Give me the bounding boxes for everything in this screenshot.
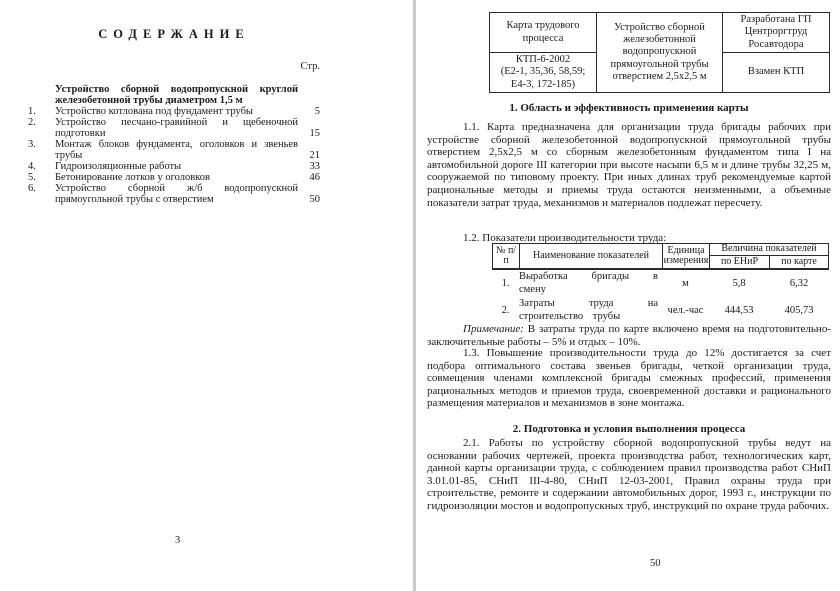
card-header-table <box>489 12 830 93</box>
page-column-label: Стр. <box>300 61 320 72</box>
toc-item-page: 15 <box>309 128 320 139</box>
row-by-enir: 444,53 <box>724 304 754 316</box>
row-unit: чел.-час <box>667 304 704 316</box>
paragraph-1-1: 1.1. Карта предназначена для организации труда бригады рабочих при устройстве сборной железобетонной водопропускной прямоугольной трубы отверстием 2,5х2,5 м со сборным железобетонным фундаментом типа I на автомобильной дороге III категории при высоте насыпи 6,5 м и длине трубы 32,25 м, сооружаемой по типовому проекту. При иных длинах труб рекомендуемые картой рациональные методы и приемы труда остаются неизменными, а объемные показатели затрат труда, механизмов и материалов подлежат пересчету. <box>427 121 831 209</box>
card-replaces-cell: Взамен КТП <box>747 66 805 78</box>
paragraph-1-3: 1.3. Повышение производительности труда до 12% достигается за счет подбора оптимального состава звеньев бригады, четкой организации труда, совмещения членами комплексной бригады смежных профессий, применения рациональных методов и приемов труда, своевременной доставки и рационального размещения материалов и механизмов в зоне монтажа. <box>427 347 831 410</box>
col-header-num: № п/п <box>493 244 520 268</box>
row-name: Выработка бригады в смену <box>519 271 658 295</box>
toc-item-text: Устройство сборной ж/б водопропускной прямоугольной трубы с отверстием <box>55 183 298 205</box>
paragraph-2-1: 2.1. Работы по устройству сборной водопропускной трубы ведут на основании рабочих чертежей, проекта производства работ, технологических карт, данной карты организации труда, с соблюдением правил производства работ СНиП 3.01.01-85, СНиП III-4-80, СНиП 12-03-2001, Правил охраны труда при строительстве, ремонте и содержании автомобильных дорог, 1993 г., инструкции по гидроизоляции мостов и водопропускных труб, инструкций по охране труда рабочих. <box>427 437 831 512</box>
indicators-table-header <box>492 243 829 270</box>
toc-item-text: Бетонирование лотков у оголовков <box>55 172 210 183</box>
toc-item-number: 5. <box>28 172 36 183</box>
table-row <box>492 297 829 323</box>
toc-item-page: 50 <box>309 194 320 205</box>
toc-item <box>28 117 320 139</box>
section-1-heading: 1. Область и эффективность применения карты <box>509 102 749 114</box>
toc-item <box>28 139 320 161</box>
toc-title: СОДЕРЖАНИЕ <box>98 27 250 41</box>
note-label: Примечание: <box>463 323 524 335</box>
note-text: В затраты труда по карте включено время на подготовительно-заключительные работы – 5% и отдых – 10%. <box>427 323 831 348</box>
toc-list <box>28 84 320 205</box>
toc-item-number: 6. <box>28 183 36 194</box>
toc-item-page: 5 <box>314 106 320 117</box>
col-header-value-group: Величина показателей <box>710 244 828 256</box>
card-number-line: Е4-3, 172-185) <box>510 78 576 90</box>
toc-item-number: 4. <box>28 161 36 172</box>
card-type-cell: Карта трудового процесса <box>490 13 597 53</box>
card-number-line: КТП-6-2002 <box>515 54 571 66</box>
col-header-by-enir: по ЕНиР <box>710 256 770 268</box>
toc-item-text: Устройство песчано-гравийной и щебеночной подготовки <box>55 117 298 139</box>
toc-item-text: Гидроизоляционные работы <box>55 161 182 172</box>
toc-item-number: 1. <box>28 106 36 117</box>
row-num: 1. <box>501 277 510 289</box>
indicators-table-body <box>492 270 829 324</box>
col-header-name: Наименование показателей <box>520 244 663 268</box>
toc-item <box>28 106 320 117</box>
table-row <box>492 270 829 296</box>
toc-item-number <box>28 84 55 106</box>
card-number-line: (Е2-1, 35,36, 58,59; <box>500 66 586 78</box>
row-by-enir: 5,8 <box>732 277 746 289</box>
row-by-card: 6,32 <box>789 277 809 289</box>
left-page-number: 3 <box>175 535 181 546</box>
toc-item-page: 21 <box>309 150 320 161</box>
toc-intro-row <box>28 84 320 106</box>
row-unit: м <box>682 277 689 289</box>
row-by-card: 405,73 <box>784 304 814 316</box>
card-developer-cell: Разработана ГП Центроргтруд Росавтодора <box>723 13 829 53</box>
toc-item-page: 33 <box>309 161 320 172</box>
toc-item-number: 3. <box>28 139 36 150</box>
toc-item-text: Монтаж блоков фундамента, оголовков и звеньев трубы <box>55 139 298 161</box>
table-note <box>427 323 831 348</box>
section-2-heading: 2. Подготовка и условия выполнения процесса <box>512 423 746 435</box>
toc-item-number: 2. <box>28 117 36 128</box>
row-name: Затраты труда на строительство трубы <box>519 298 658 322</box>
col-header-by-card: по карте <box>781 255 817 267</box>
paragraph-1-2: 1.2. Показатели производительности труда: <box>463 232 667 244</box>
right-page-number: 50 <box>650 558 661 569</box>
row-num: 2. <box>501 304 510 316</box>
col-header-unit: Единица измерения <box>663 244 709 266</box>
card-subject-cell: Устройство сборной железобетонной водопропускной прямоугольной трубы отверстием 2,5х2,5 м <box>597 13 723 92</box>
toc-item-page: 46 <box>309 172 320 183</box>
toc-item <box>28 161 320 172</box>
toc-intro-text: Устройство сборной водопропускной круглой железобетонной трубы диаметром 1,5 м <box>55 84 298 106</box>
toc-item-text: Устройство котлована под фундамент трубы <box>55 106 253 117</box>
page-divider <box>413 0 416 591</box>
card-number-cell <box>490 53 597 92</box>
toc-item <box>28 172 320 183</box>
toc-item <box>28 183 320 205</box>
